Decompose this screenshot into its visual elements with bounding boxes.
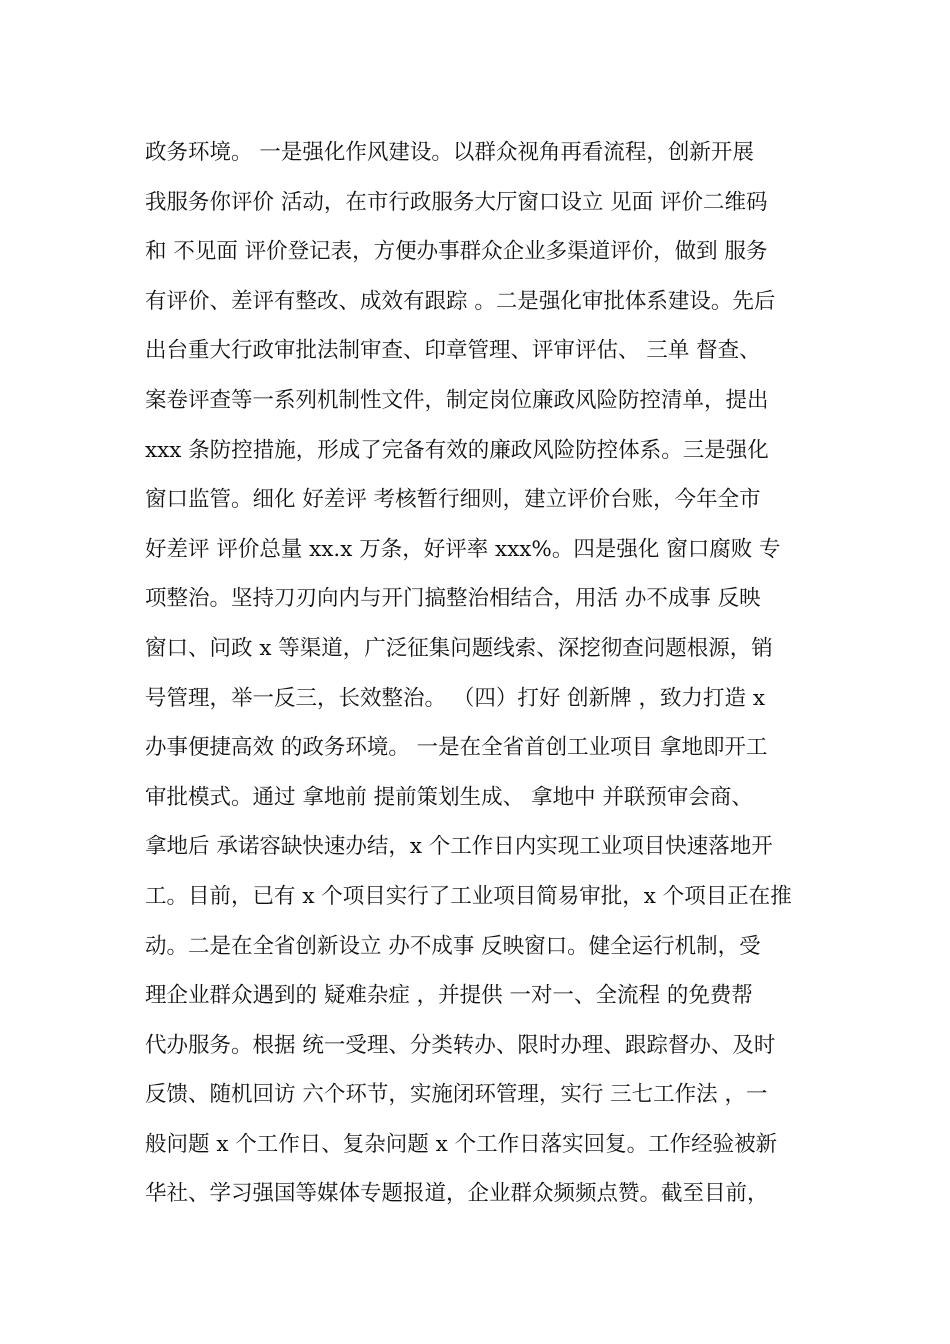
text-line: 案卷评查等一系列机制性文件，制定岗位廉政风险防控清单，提出 <box>145 387 769 413</box>
text-line: 窗口监管。细化 好差评 考核暂行细则，建立评价台账，今年全市 <box>145 487 761 513</box>
text-line: 和 不见面 评价登记表，方便办事群众企业多渠道评价，做到 服务 <box>145 239 768 265</box>
text-line: 理企业群众遇到的 疑难杂症 ，并提供 一对一、全流程 的免费帮 <box>145 983 753 1009</box>
text-line: 代办服务。根据 统一受理、分类转办、限时办理、跟踪督办、及时 <box>145 1032 776 1058</box>
text-line: 审批模式。通过 拿地前 提前策划生成、 拿地中 并联预审会商、 <box>145 784 753 810</box>
text-line: xxx 条防控措施，形成了完备有效的廉政风险防控体系。三是强化 <box>145 437 769 463</box>
text-line: 华社、学习强国等媒体专题报道，企业群众频频点赞。截至目前， <box>145 1181 769 1207</box>
text-line: 般问题 x 个工作日、复杂问题 x 个工作日落实回复。工作经验被新 <box>145 1131 778 1157</box>
text-line: 拿地后 承诺容缺快速办结，x 个工作日内实现工业项目快速落地开 <box>145 834 773 860</box>
text-line: 窗口、问政 x 等渠道，广泛征集问题线索、深挖彻查问题根源，销 <box>145 635 773 661</box>
text-line: 动。二是在全省创新设立 办不成事 反映窗口。健全运行机制，受 <box>145 933 761 959</box>
text-line: 项整治。坚持刀刃向内与开门搞整治相结合，用活 办不成事 反映 <box>145 586 761 612</box>
text-line: 号管理，举一反三，长效整治。 （四）打好 创新牌 ，致力打造 x <box>145 685 765 711</box>
text-line: 我服务你评价 活动，在市行政服务大厅窗口设立 见面 评价二维码 <box>145 189 768 215</box>
text-line: 有评价、差评有整改、成效有跟踪 。二是强化审批体系建设。先后 <box>145 288 776 314</box>
text-line: 出台重大行政审批法制审查、印章管理、评审评估、 三单 督查、 <box>145 338 761 364</box>
body-text <box>145 134 825 1225</box>
text-line: 政务环境。 一是强化作风建设。以群众视角再看流程，创新开展 <box>145 140 754 165</box>
text-line: 办事便捷高效 的政务环境。 一是在全省首创工业项目 拿地即开工 <box>145 735 768 761</box>
text-line: 好差评 评价总量 xx.x 万条，好评率 xxx%。四是强化 窗口腐败 专 <box>145 536 781 562</box>
text-line: 反馈、随机回访 六个环节，实施闭环管理，实行 三七工作法 ，一 <box>145 1082 768 1108</box>
text-line: 工。目前，已有 x 个项目实行了工业项目简易审批，x 个项目正在推 <box>145 883 792 909</box>
